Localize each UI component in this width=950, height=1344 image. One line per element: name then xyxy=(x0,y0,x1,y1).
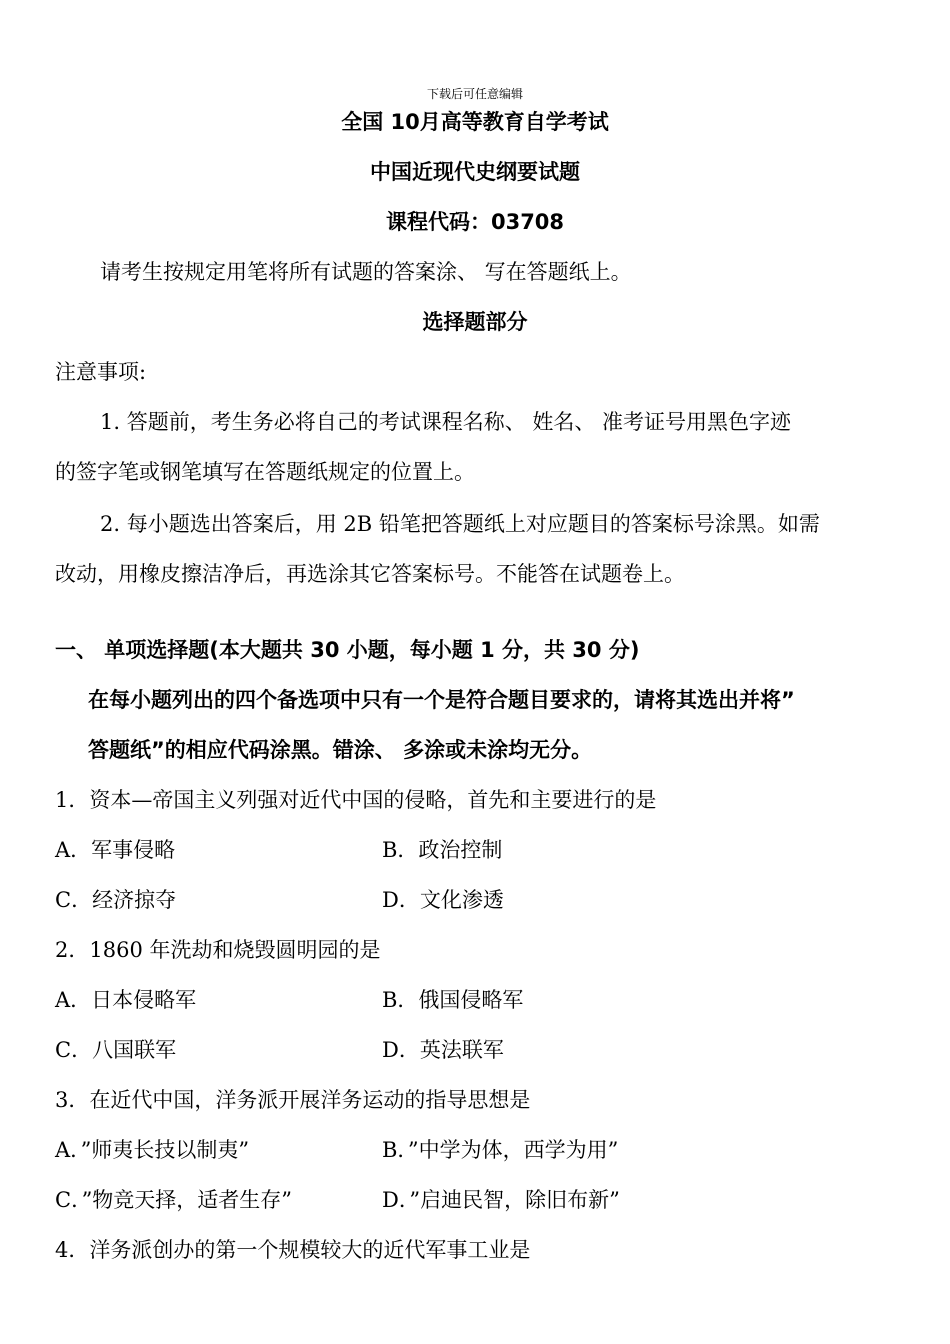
question-2-option-c: C．八国联军 xyxy=(55,1038,177,1062)
note-1-line-1: 1. 答题前，考生务必将自己的考试课程名称、 姓名、 准考证号用黑色字迹 xyxy=(100,410,792,434)
part-one-desc-line-1: 在每小题列出的四个备选项中只有一个是符合题目要求的，请将其选出并将” xyxy=(88,688,795,712)
question-2-option-b: B．俄国侵略军 xyxy=(382,988,524,1012)
question-4-stem: 4．洋务派创办的第一个规模较大的近代军事工业是 xyxy=(55,1238,531,1262)
question-3-option-d: D．”启迪民智，除旧布新” xyxy=(382,1188,620,1212)
part-one-desc-line-2: 答题纸”的相应代码涂黑。错涂、 多涂或未涂均无分。 xyxy=(88,738,593,762)
note-2-line-2: 改动，用橡皮擦洁净后，再选涂其它答案标号。不能答在试题卷上。 xyxy=(55,562,685,586)
note-2-line-1: 2. 每小题选出答案后，用 2B 铅笔把答题纸上对应题目的答案标号涂黑。如需 xyxy=(100,512,820,536)
course-code: 课程代码：03708 xyxy=(385,210,565,234)
question-1-option-c: C．经济掠夺 xyxy=(55,888,177,912)
exam-title: 全国 10月高等教育自学考试 xyxy=(341,110,609,134)
question-1-option-d: D．文化渗透 xyxy=(382,888,504,912)
header-note: 下载后可任意编辑 xyxy=(426,87,523,101)
question-2-stem: 2．1860 年洗劫和烧毁圆明园的是 xyxy=(55,938,381,962)
question-3-option-c: C．”物竞天择，适者生存” xyxy=(55,1188,293,1212)
question-1-option-a: A．军事侵略 xyxy=(55,838,176,862)
note-1-line-2: 的签字笔或钢笔填写在答题纸规定的位置上。 xyxy=(55,460,475,484)
part-one-heading: 一、 单项选择题(本大题共 30 小题，每小题 1 分，共 30 分) xyxy=(55,638,640,662)
question-2-option-d: D．英法联军 xyxy=(382,1038,504,1062)
question-3-option-b: B．”中学为体，西学为用” xyxy=(382,1138,619,1162)
exam-subtitle: 中国近现代史纲要试题 xyxy=(370,160,580,184)
question-3-stem: 3．在近代中国，洋务派开展洋务运动的指导思想是 xyxy=(55,1088,531,1112)
question-2-option-a: A．日本侵略军 xyxy=(55,988,197,1012)
question-3-option-a: A．”师夷长技以制夷” xyxy=(55,1138,250,1162)
notes-heading: 注意事项: xyxy=(55,360,147,384)
instruction-text: 请考生按规定用笔将所有试题的答案涂、 写在答题纸上。 xyxy=(100,260,632,284)
section-heading: 选择题部分 xyxy=(422,310,528,334)
question-1-stem: 1．资本—帝国主义列强对近代中国的侵略，首先和主要进行的是 xyxy=(55,788,657,812)
question-1-option-b: B．政治控制 xyxy=(382,838,503,862)
